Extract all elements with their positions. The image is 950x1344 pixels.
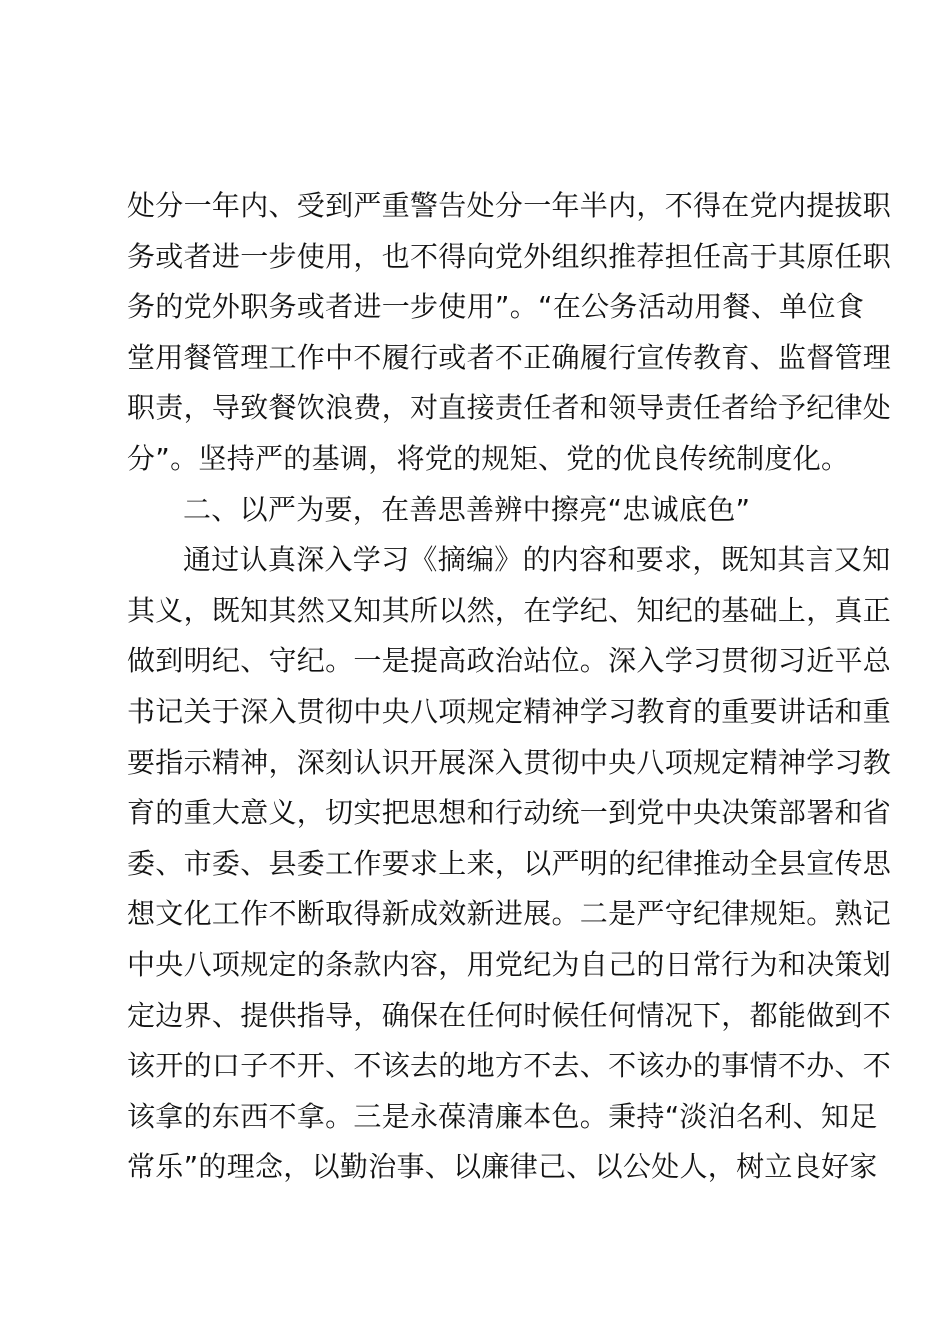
- text-line: 定边界、提供指导，确保在任何时候任何情况下，都能做到不: [127, 998, 892, 1032]
- text-line: 分”。坚持严的基调，将党的规矩、党的优良传统制度化。: [127, 441, 850, 475]
- text-line: 育的重大意义，切实把思想和行动统一到党中央决策部署和省: [127, 796, 892, 830]
- text-line: 要指示精神，深刻认识开展深入贯彻中央八项规定精神学习教: [127, 745, 892, 779]
- body-text: [127, 181, 892, 1193]
- text-line: 其义，既知其然又知其所以然，在学纪、知纪的基础上，真正: [127, 593, 892, 627]
- paragraph-first-line: 通过认真深入学习《摘编》的内容和要求，既知其言又知: [183, 543, 891, 577]
- text-line: 务的党外职务或者进一步使用”。“在公务活动用餐、单位食: [127, 290, 865, 324]
- text-line: 该拿的东西不拿。三是永葆清廉本色。秉持“淡泊名利、知足: [127, 1099, 878, 1133]
- text-line: 委、市委、县委工作要求上来，以严明的纪律推动全县宣传思: [127, 846, 892, 880]
- text-line: 书记关于深入贯彻中央八项规定精神学习教育的重要讲话和重: [127, 694, 892, 728]
- text-line: 职责，导致餐饮浪费，对直接责任者和领导责任者给予纪律处: [127, 391, 892, 425]
- text-line: 该开的口子不开、不该去的地方不去、不该办的事情不办、不: [127, 1049, 892, 1083]
- text-line: 中央八项规定的条款内容，用党纪为自己的日常行为和决策划: [127, 947, 892, 981]
- text-line: 处分一年内、受到严重警告处分一年半内，不得在党内提拔职: [127, 189, 892, 222]
- section-heading: 二、以严为要，在善思善辨中擦亮“忠诚底色”: [183, 492, 751, 526]
- text-line: 想文化工作不断取得新成效新进展。二是严守纪律规矩。熟记: [127, 897, 892, 931]
- text-line: 务或者进一步使用，也不得向党外组织推荐担任高于其原任职: [127, 239, 892, 273]
- text-line: 常乐”的理念，以勤治事、以廉律己、以公处人，树立良好家: [127, 1150, 878, 1184]
- text-line: 堂用餐管理工作中不履行或者不正确履行宣传教育、监督管理: [127, 340, 892, 374]
- text-line: 做到明纪、守纪。一是提高政治站位。深入学习贯彻习近平总: [127, 644, 892, 678]
